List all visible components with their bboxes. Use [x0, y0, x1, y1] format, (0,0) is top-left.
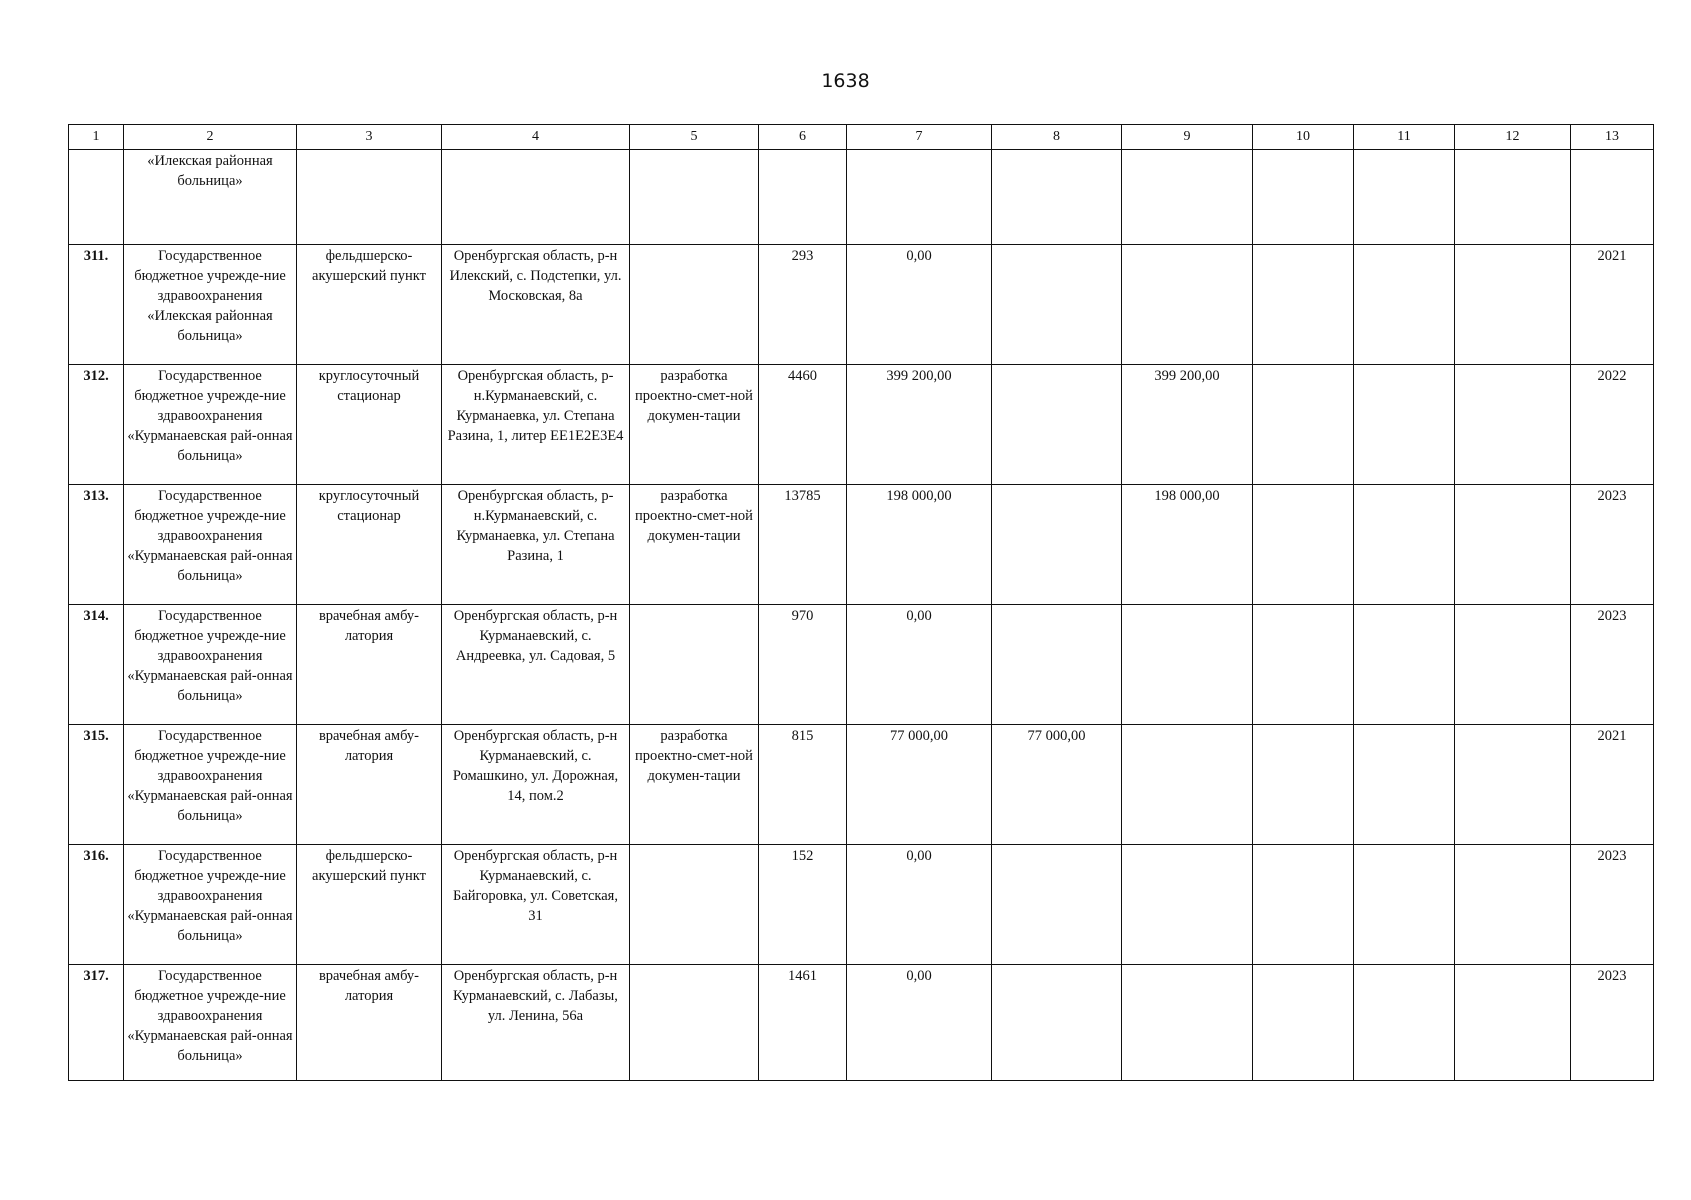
cell-col-10	[1253, 605, 1354, 725]
cell-work-type: разработка проектно-смет-ной докумен-тации	[630, 725, 759, 845]
cell-empty	[630, 150, 759, 245]
cell-number	[69, 150, 124, 245]
column-header: 2	[124, 125, 297, 150]
cell-col-12	[1455, 725, 1571, 845]
cell-col-12	[1455, 965, 1571, 1081]
cell-number: 313.	[69, 485, 124, 605]
cell-empty	[759, 150, 847, 245]
cell-col-8	[992, 965, 1122, 1081]
cell-col-6: 1461	[759, 965, 847, 1081]
cell-organization: Государственное бюджетное учрежде-ние здравоохранения «Курманаевская рай-онная больница»	[124, 605, 297, 725]
cell-facility-type: фельдшерско-акушерский пункт	[297, 245, 442, 365]
cell-organization: «Илекская районная больница»	[124, 150, 297, 245]
cell-organization: Государственное бюджетное учрежде-ние здравоохранения «Курманаевская рай-онная больница»	[124, 965, 297, 1081]
cell-col-7: 77 000,00	[847, 725, 992, 845]
cell-number: 317.	[69, 965, 124, 1081]
cell-col-10	[1253, 725, 1354, 845]
column-header: 7	[847, 125, 992, 150]
cell-organization: Государственное бюджетное учрежде-ние здравоохранения «Курманаевская рай-онная больница»	[124, 485, 297, 605]
table-row	[69, 245, 1654, 365]
cell-empty	[1122, 150, 1253, 245]
register-table	[68, 124, 1654, 1081]
cell-empty	[1253, 150, 1354, 245]
column-header: 4	[442, 125, 630, 150]
cell-col-9	[1122, 845, 1253, 965]
cell-facility-type: круглосуточный стационар	[297, 365, 442, 485]
cell-col-13: 2023	[1571, 965, 1654, 1081]
column-header: 1	[69, 125, 124, 150]
cell-empty	[1354, 150, 1455, 245]
cell-address: Оренбургская область, р-н Илекский, с. Подстепки, ул. Московская, 8а	[442, 245, 630, 365]
cell-organization: Государственное бюджетное учрежде-ние здравоохранения «Курманаевская рай-онная больница»	[124, 725, 297, 845]
cell-col-9	[1122, 245, 1253, 365]
cell-col-6: 152	[759, 845, 847, 965]
cell-work-type	[630, 245, 759, 365]
column-header: 9	[1122, 125, 1253, 150]
column-header: 5	[630, 125, 759, 150]
cell-address: Оренбургская область, р-н Курманаевский, с. Байгоровка, ул. Советская, 31	[442, 845, 630, 965]
cell-col-6: 13785	[759, 485, 847, 605]
cell-number: 312.	[69, 365, 124, 485]
cell-organization: Государственное бюджетное учрежде-ние здравоохранения «Курманаевская рай-онная больница»	[124, 365, 297, 485]
cell-col-13: 2022	[1571, 365, 1654, 485]
cell-empty	[1571, 150, 1654, 245]
cell-col-13: 2023	[1571, 485, 1654, 605]
cell-col-9	[1122, 605, 1253, 725]
cell-empty	[992, 150, 1122, 245]
cell-col-12	[1455, 605, 1571, 725]
cell-number: 314.	[69, 605, 124, 725]
cell-col-8	[992, 245, 1122, 365]
cell-facility-type: врачебная амбу-латория	[297, 965, 442, 1081]
cell-col-10	[1253, 965, 1354, 1081]
cell-col-7: 0,00	[847, 605, 992, 725]
table-row	[69, 605, 1654, 725]
cell-col-10	[1253, 485, 1354, 605]
cell-empty	[847, 150, 992, 245]
cell-col-6: 4460	[759, 365, 847, 485]
cell-col-11	[1354, 725, 1455, 845]
cell-col-10	[1253, 845, 1354, 965]
table-row	[69, 365, 1654, 485]
column-header: 13	[1571, 125, 1654, 150]
table-row	[69, 485, 1654, 605]
cell-col-9	[1122, 725, 1253, 845]
cell-facility-type: врачебная амбу-латория	[297, 725, 442, 845]
cell-col-6: 815	[759, 725, 847, 845]
cell-col-11	[1354, 845, 1455, 965]
cell-organization: Государственное бюджетное учрежде-ние здравоохранения «Илекская районная больница»	[124, 245, 297, 365]
column-number-row	[69, 125, 1654, 150]
cell-col-10	[1253, 245, 1354, 365]
cell-col-6: 293	[759, 245, 847, 365]
cell-col-7: 0,00	[847, 245, 992, 365]
cell-col-8	[992, 845, 1122, 965]
page-number: 1638	[821, 70, 870, 92]
cell-col-9: 198 000,00	[1122, 485, 1253, 605]
cell-col-7: 0,00	[847, 845, 992, 965]
table-row	[69, 725, 1654, 845]
cell-col-11	[1354, 605, 1455, 725]
column-header: 3	[297, 125, 442, 150]
cell-address: Оренбургская область, р-н.Курманаевский, с. Курманаевка, ул. Степана Разина, 1, литер ЕЕ1Е2Е3Е4	[442, 365, 630, 485]
cell-col-8	[992, 485, 1122, 605]
column-header: 6	[759, 125, 847, 150]
cell-col-6: 970	[759, 605, 847, 725]
cell-col-13: 2023	[1571, 845, 1654, 965]
column-header: 12	[1455, 125, 1571, 150]
cell-facility-type: круглосуточный стационар	[297, 485, 442, 605]
cell-work-type	[630, 605, 759, 725]
cell-facility-type: врачебная амбу-латория	[297, 605, 442, 725]
column-header: 10	[1253, 125, 1354, 150]
column-header: 11	[1354, 125, 1455, 150]
cell-col-13: 2021	[1571, 725, 1654, 845]
cell-address: Оренбургская область, р-н Курманаевский, с. Андреевка, ул. Садовая, 5	[442, 605, 630, 725]
cell-col-8	[992, 365, 1122, 485]
cell-address: Оренбургская область, р-н.Курманаевский, с. Курманаевка, ул. Степана Разина, 1	[442, 485, 630, 605]
cell-col-11	[1354, 485, 1455, 605]
cell-col-7: 0,00	[847, 965, 992, 1081]
cell-work-type: разработка проектно-смет-ной докумен-тации	[630, 485, 759, 605]
cell-address: Оренбургская область, р-н Курманаевский, с. Ромашкино, ул. Дорожная, 14, пом.2	[442, 725, 630, 845]
cell-col-12	[1455, 845, 1571, 965]
cell-col-9	[1122, 965, 1253, 1081]
column-header: 8	[992, 125, 1122, 150]
cell-number: 316.	[69, 845, 124, 965]
cell-col-11	[1354, 965, 1455, 1081]
cell-organization: Государственное бюджетное учрежде-ние здравоохранения «Курманаевская рай-онная больница»	[124, 845, 297, 965]
cell-col-11	[1354, 365, 1455, 485]
table-row	[69, 845, 1654, 965]
cell-col-13: 2023	[1571, 605, 1654, 725]
cell-col-9: 399 200,00	[1122, 365, 1253, 485]
table-row	[69, 965, 1654, 1081]
cell-empty	[297, 150, 442, 245]
cell-col-7: 198 000,00	[847, 485, 992, 605]
cell-empty	[442, 150, 630, 245]
cell-empty	[1455, 150, 1571, 245]
cell-address: Оренбургская область, р-н Курманаевский, с. Лабазы, ул. Ленина, 56а	[442, 965, 630, 1081]
cell-number: 315.	[69, 725, 124, 845]
cell-work-type: разработка проектно-смет-ной докумен-тации	[630, 365, 759, 485]
cell-col-12	[1455, 245, 1571, 365]
cell-col-10	[1253, 365, 1354, 485]
cell-work-type	[630, 965, 759, 1081]
cell-col-11	[1354, 245, 1455, 365]
cell-number: 311.	[69, 245, 124, 365]
cell-facility-type: фельдшерско-акушерский пункт	[297, 845, 442, 965]
cell-col-7: 399 200,00	[847, 365, 992, 485]
cell-col-13: 2021	[1571, 245, 1654, 365]
cell-col-12	[1455, 485, 1571, 605]
cell-col-12	[1455, 365, 1571, 485]
cell-col-8: 77 000,00	[992, 725, 1122, 845]
cell-col-8	[992, 605, 1122, 725]
cell-work-type	[630, 845, 759, 965]
continuation-row	[69, 150, 1654, 245]
